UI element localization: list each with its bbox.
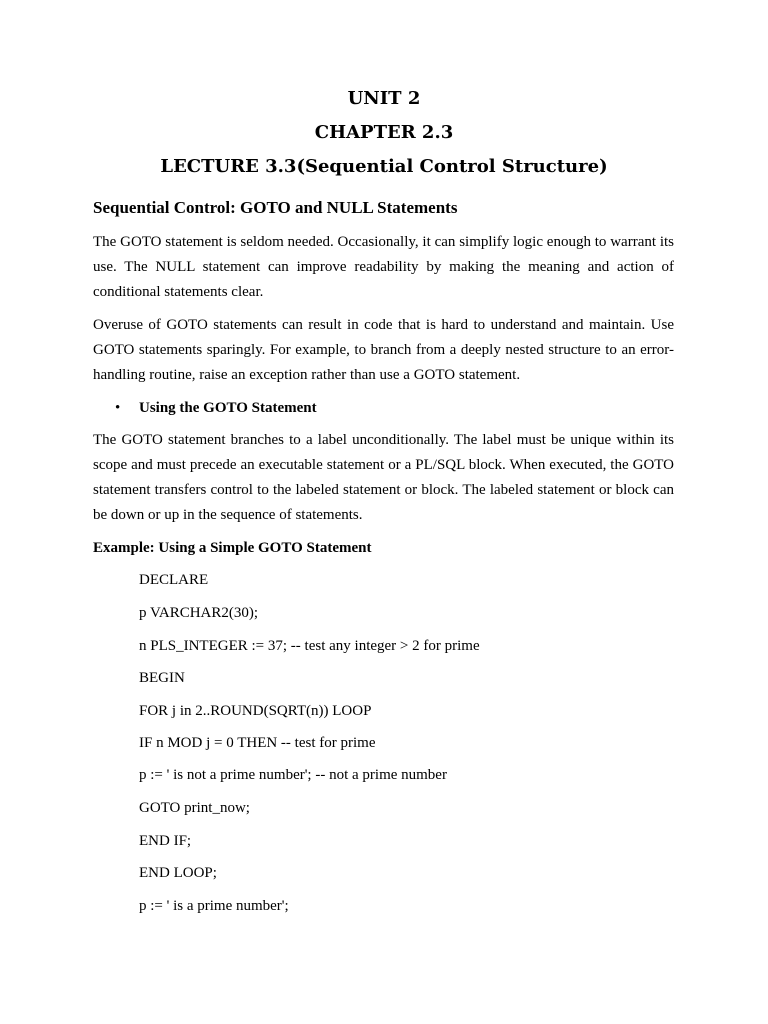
bullet-label: Using the GOTO Statement (139, 400, 317, 416)
code-line: BEGIN (139, 670, 185, 686)
code-line: GOTO print_now; (139, 800, 250, 816)
code-line: p := ' is not a prime number'; -- not a prime number (139, 767, 447, 783)
section-title: Sequential Control: GOTO and NULL Statements (93, 198, 458, 217)
chapter-heading: CHAPTER 2.3 (314, 122, 454, 143)
paragraph-goto-description: The GOTO statement branches to a label unconditionally. The label must be unique within its scope and must precede an executable statement or a PL/SQL block. When executed, the GOTO statement transfers control to the labeled statement or block. The labeled statement or block can be down or up in the sequence of statements. (93, 432, 674, 523)
code-line: END IF; (139, 833, 192, 849)
paragraph-intro: The GOTO statement is seldom needed. Occasionally, it can simplify logic enough to warrant its use. The NULL statement can improve readability by making the meaning and action of conditional statements clear. (93, 234, 674, 300)
unit-heading: UNIT 2 (347, 88, 421, 109)
code-line: IF n MOD j = 0 THEN -- test for prime (139, 735, 376, 751)
code-line: DECLARE (139, 572, 209, 588)
paragraph-overuse: Overuse of GOTO statements can result in code that is hard to understand and maintain. Use GOTO statements sparingly. For example, to branch from a deeply nested structure to an error-handling routine, raise an exception rather than use a GOTO statement. (93, 317, 674, 383)
code-line: n PLS_INTEGER := 37; -- test any integer > 2 for prime (139, 638, 480, 654)
code-line: p := ' is a prime number'; (139, 898, 289, 914)
code-line: p VARCHAR2(30); (139, 605, 259, 621)
example-title: Example: Using a Simple GOTO Statement (93, 540, 372, 556)
code-line: FOR j in 2..ROUND(SQRT(n)) LOOP (139, 703, 372, 719)
bullet-symbol: • (115, 400, 121, 416)
lecture-heading: LECTURE 3.3(Sequential Control Structure) (160, 156, 608, 177)
code-line: END LOOP; (139, 865, 217, 881)
